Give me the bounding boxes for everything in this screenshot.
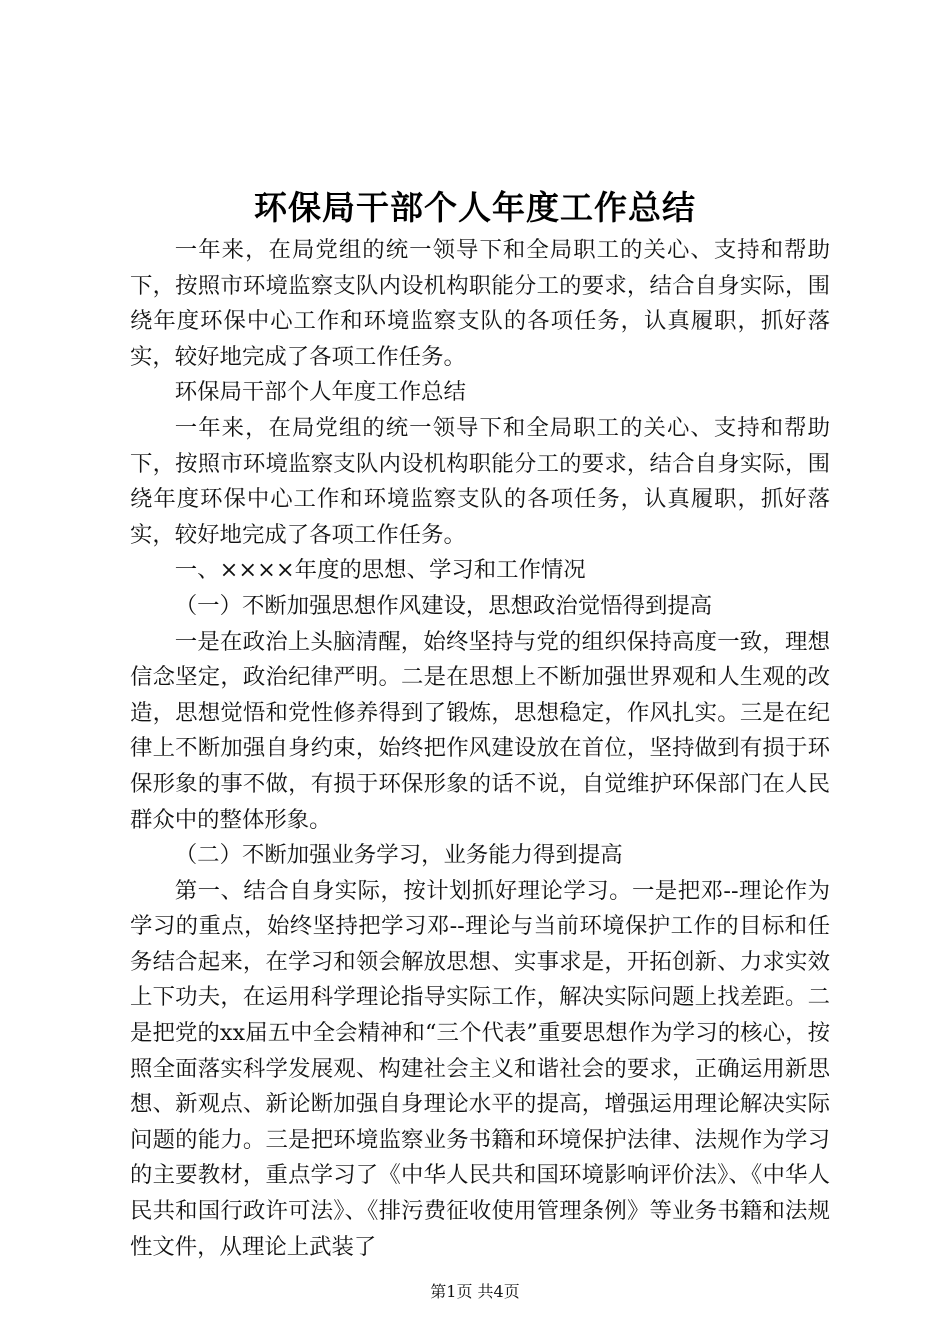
subsection-heading: （二）不断加强业务学习，业务能力得到提高 <box>174 842 623 869</box>
paragraph: 一是在政治上头脑清醒，始终坚持与党的组织保持高度一致，理想信念坚定，政治纪律严明。二是在思想上不断加强世界观和人生观的改造，思想觉悟和党性修养得到了锻炼，思想稳定，作风扎实。三是在纪律上不断加强自身约束，始终把作风建设放在首位，坚持做到有损于环保形象的事不做，有损于环保形象的话不说，自觉维护环保部门在人民群众中的整体形象。 <box>130 628 830 833</box>
document-title: 环保局干部个人年度工作总结 <box>254 188 696 227</box>
page-number-footer: 第1页 共4页 <box>430 1282 520 1301</box>
section-heading: 一、××××年度的思想、学习和工作情况 <box>174 557 586 584</box>
paragraph: 第一、结合自身实际，按计划抓好理论学习。一是把邓--理论作为学习的重点，始终坚持把学习邓--理论与当前环境保护工作的目标和任务结合起来，在学习和领会解放思想、实事求是，开拓创新、力求实效上下功夫，在运用科学理论指导实际工作，解决实际问题上找差距。二是把党的xx届五中全会精神和“三个代表”重要思想作为学习的核心，按照全面落实科学发展观、构建社会主义和谐社会的要求，正确运用新思想、新观点、新论断加强自身理论水平的提高，增强运用理论解决实际问题的能力。三是把环境监察业务书籍和环境保护法律、法规作为学习的主要教材，重点学习了《中华人民共和国环境影响评价法》、《中华人民共和国行政许可法》、《排污费征收使用管理条例》等业务书籍和法规性文件，从理论上武装了 <box>130 877 830 1260</box>
subsection-heading: （一）不断加强思想作风建设，思想政治觉悟得到提高 <box>174 592 713 619</box>
paragraph: 环保局干部个人年度工作总结 <box>174 379 466 406</box>
paragraph: 一年来，在局党组的统一领导下和全局职工的关心、支持和帮助下，按照市环境监察支队内设机构职能分工的要求，结合自身实际，围绕年度环保中心工作和环境监察支队的各项任务，认真履职，抓好落实，较好地完成了各项工作任务。 <box>130 414 830 548</box>
paragraph: 一年来，在局党组的统一领导下和全局职工的关心、支持和帮助下，按照市环境监察支队内设机构职能分工的要求，结合自身实际，围绕年度环保中心工作和环境监察支队的各项任务，认真履职，抓好落实，较好地完成了各项工作任务。 <box>130 237 830 370</box>
document-body <box>130 233 830 1265</box>
